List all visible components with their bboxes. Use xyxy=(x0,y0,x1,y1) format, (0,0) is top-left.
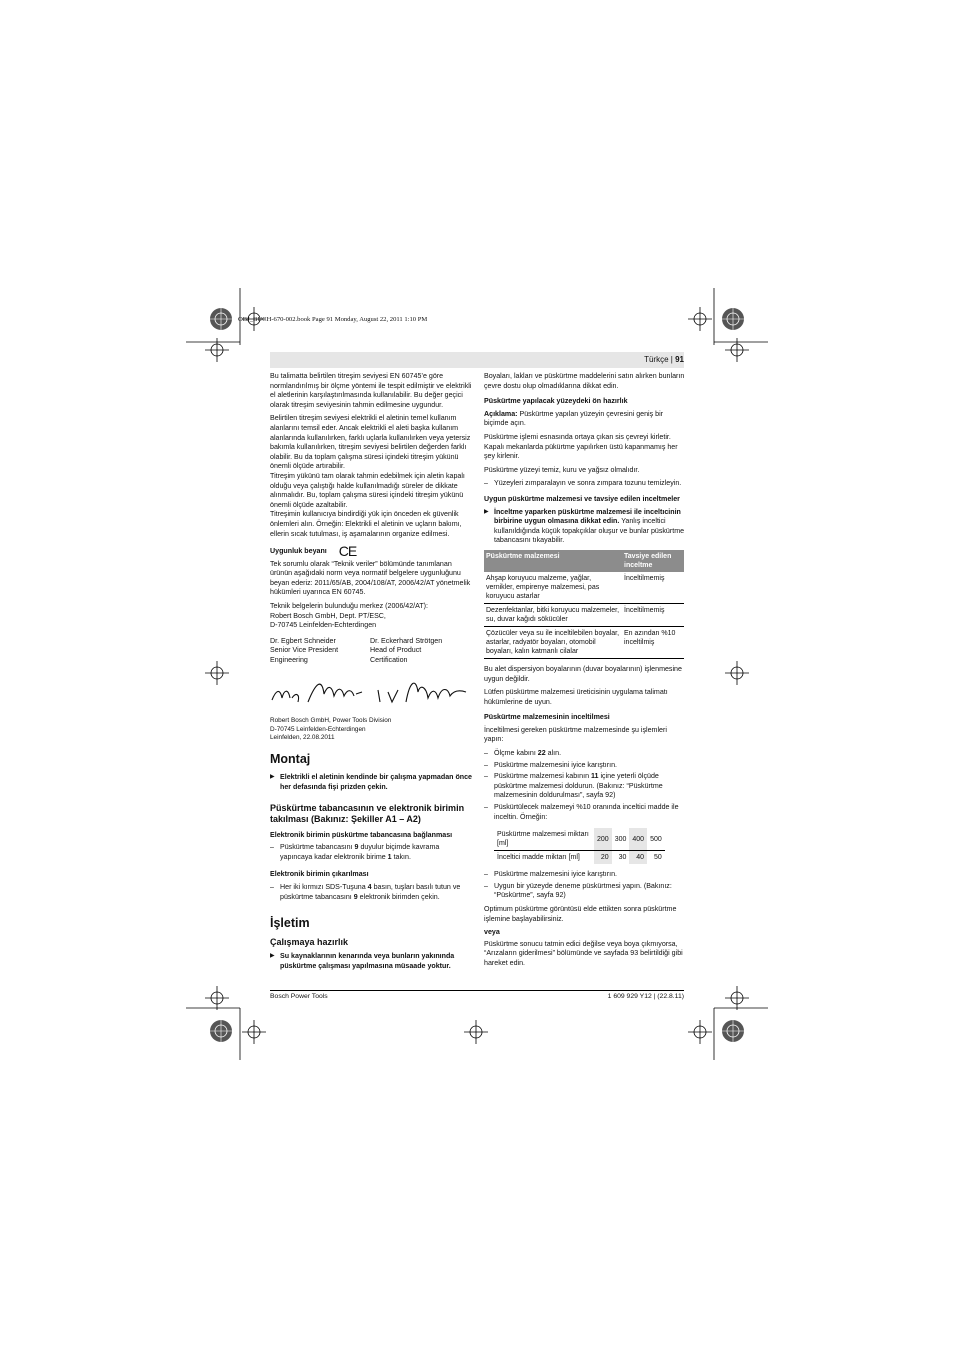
list-item: – Püskürtülecek malzemeyi %10 oranında inceltici madde ile inceltin. Örneğin: xyxy=(484,803,686,822)
subsection-heading: veya xyxy=(484,928,500,937)
list-item: – Püskürtme malzemesi kabının 11 içine yeterli ölçüde püskürtme malzemesi doldurun. (Bakınız: “Püskürtme malzemesinin doldurulması”, sayfa 92) xyxy=(484,772,686,801)
page-header: Türkçe | 91 xyxy=(644,355,684,364)
page-header-bar xyxy=(270,352,684,368)
paragraph: Lütfen püskürtme malzemesi üreticisinin uygulama talimatı hükümlerine de uyun. xyxy=(484,688,668,706)
footer-left: Bosch Power Tools xyxy=(270,993,328,1000)
paragraph: Titreşimin kullanıcıya bindirdiği yük için önceden ek güvenlik önlemleri alın. Örneğin: Elektrikli el aletinin ve uçların bakımı, ellerin sıcak tutulması, iş aşamalarının organize edilmesi. xyxy=(270,510,462,538)
section-title-isletim: İşletim xyxy=(270,916,310,931)
company-address: Robert Bosch GmbH, Power Tools Division D-70745 Leinfelden-Echterdingen Leinfelden, 22.08.2011 xyxy=(270,717,392,742)
paragraph: Püskürtme sonucu tatmin edici değilse veya boya çıkmıyorsa, “Arızaların giderilmesi” bölümünde ve sayfada 93 belirtildiği gibi hareket edin. xyxy=(484,939,683,967)
signatory-1: Dr. Egbert Schneider Senior Vice President Engineering xyxy=(270,636,339,665)
paragraph: Açıklama: Püskürtme yapılan yüzeyin çevresini geniş bir biçimde açın. xyxy=(484,409,664,428)
signatures-image xyxy=(270,672,470,712)
print-header: OBJ_BUCH-670-002.book Page 91 Monday, August 22, 2011 1:10 PM xyxy=(238,316,428,323)
warning-item: ▶ Elektrikli el aletinin kendinde bir çalışma yapmadan önce her defasında fişi prizden çekin. xyxy=(270,773,472,792)
list-item: – Yüzeyleri zımparalayın ve sonra zımpara tozunu temizleyin. xyxy=(484,479,686,489)
list-item: – Her iki kırmızı SDS-Tuşuna 4 basın, tuşları basılı tutun ve püskürtme tabancasını 9 elektronik birimden çekin. xyxy=(270,883,472,902)
signatories xyxy=(270,637,472,666)
table-row: Ahşap koruyucu malzeme, yağlar, vernikler, empirenye malzemesi, pas koruyucu astarlar İnceltilmemiş xyxy=(484,572,684,604)
subsection-heading: Elektronik birimin püskürtme tabancasına bağlanması xyxy=(270,830,453,839)
subsection-heading: Uygun püskürtme malzemesi ve tavsiye edilen inceltmeler xyxy=(484,494,680,503)
subsection-heading: Elektronik birimin çıkarılması xyxy=(270,870,369,879)
warning-item: ▶ Su kaynaklarının kenarında veya bunların yakınında püskürtme çalışması yapılmasına müsaade yoktur. xyxy=(270,952,472,971)
paragraph: Püskürtme işlemi esnasında ortaya çıkan sis çevreyi kirletir. Kapalı mekanlarda pükürtme yapılırken üstü kapanmamış her şey kirlenir. xyxy=(484,432,678,461)
material-table xyxy=(484,550,684,659)
list-item: – Ölçme kabını 22 alın. xyxy=(484,749,686,759)
paragraph: Optimum püskürtme görüntüsü elde ettikten sonra püskürtme işlemine başlayabilirsiniz. xyxy=(484,905,677,923)
paragraph: Bu talimatta belirtilen titreşim seviyesi EN 60745’e göre normlandırılmış bir ölçme yöntemi ile tespit edilmiştir ve elektrikli el aletlerinin karşılaştırılmasında kullanılabilir. Bu değer geçici olarak titreşim seviyesinin tahmin edilmesine uygundur. xyxy=(270,372,472,409)
subsection-heading: Püskürtme malzemesinin inceltilmesi xyxy=(484,713,610,722)
subsection-heading: Püskürtme yapılacak yüzeydeki ön hazırlık xyxy=(484,397,628,406)
page-number: 91 xyxy=(675,355,684,364)
section-title-montaj: Montaj xyxy=(270,752,311,767)
tech-doc-address: Teknik belgelerin bulunduğu merkez (2006/42/AT): Robert Bosch GmbH, Dept. PT/ESC, D-70745 Leinfelden-Echterdingen xyxy=(270,602,428,630)
table-header-row: Püskürtme malzemesi Tavsiye edilen inceltme xyxy=(484,550,684,572)
signatory-2: Dr. Eckerhard Strötgen Head of Product Certification xyxy=(370,636,443,665)
list-item: – Püskürtme malzemesini iyice karıştırın. xyxy=(484,870,686,880)
table-row: Dezenfektanlar, bitki koruyucu malzemeler, su, duvar kağıdı sökücüler İnceltilmemiş xyxy=(484,603,684,626)
subsection-heading: Çalışmaya hazırlık xyxy=(270,937,349,948)
table-row: Çözücüler veya su ile inceltilebilen boyalar, astarlar, radyatör boyaları, otomobil boyaları, kalın katmanlı cilalar En azından %10 inceltilmiş xyxy=(484,626,684,658)
list-item: – Püskürtme tabancasını 9 duyulur biçimde kavrama yapıncaya kadar elektronik birime 1 takın. xyxy=(270,843,472,862)
left-column xyxy=(270,372,472,975)
language-label: Türkçe xyxy=(644,355,669,364)
ce-mark-icon: CE xyxy=(338,543,357,560)
paragraph: Tek sorumlu olarak “Teknik veriler” bölümünde tanımlanan ürünün aşağıdaki norm veya normatif belgelere uygunluğunu beyan ederiz: 2011/65/AB, 2004/108/AT, 2006/42/AT yönetmelik hükümleri uyarınca EN 60745. xyxy=(270,559,471,597)
paragraph: Titreşim yükünü tam olarak tahmin edebilmek için aletin kapalı olduğu veya çalıştığı halde kullanılmadığı süreler de dikkate alınmalıdır. Bu, toplam çalışma süresi içindeki titreşim yükünü önemli ölçüde azaltabilir. xyxy=(270,471,465,509)
warning-item: ▶ İnceltme yaparken püskürtme malzemesi ile inceltıcinin birbirine uygun olmasına dikkat edin. Yanlış inceltici kullanıldığında küçük topakçıklar oluşur ve bunlar püskürtme tabancasını tıkayabilir. xyxy=(484,508,686,546)
table-row: İnceltici madde miktarı [ml] 20 30 40 50 xyxy=(494,851,665,865)
paragraph: Bu alet dispersiyon boyalarının (duvar boyalarının) işlenmesine uygun değildir. xyxy=(484,664,682,683)
thinning-table xyxy=(494,828,665,864)
paragraph: Boyaları, lakları ve püskürtme maddelerini satın alırken bunların çevre dostu olup olmadıklarına dikkat edin. xyxy=(484,372,685,390)
table-row: Püskürtme malzemesi miktarı [ml] 200 300 400 500 xyxy=(494,828,665,851)
section-heading: Uygunluk beyanı CE xyxy=(270,543,357,560)
footer-divider xyxy=(270,990,684,991)
list-item: – Püskürtme malzemesini iyice karıştırın. xyxy=(484,761,686,771)
list-item: – Uygun bir yüzeyde deneme püskürtmesi yapın. (Bakınız: “Püskürtme”, sayfa 92) xyxy=(484,882,686,901)
paragraph: Püskürtme yüzeyi temiz, kuru ve yağsız olmalıdır. xyxy=(484,465,640,474)
paragraph: İnceltilmesi gereken püskürtme malzemesinde şu işlemleri yapın: xyxy=(484,725,667,744)
right-column xyxy=(484,372,686,973)
footer-right: 1 609 929 Y12 | (22.8.11) xyxy=(607,993,684,1000)
paragraph: Belirtilen titreşim seviyesi elektrikli el aletinin temel kullanım alanlarını temsil eder. Ancak elektrikli el aleti başka kullanım alanlarında kullanılırken, farklı uçlarla kullanılırken veya yetersiz bakımla kullanılırken, titreşim seviyesi belirtilen değerden farklı olabilir. Bu da toplam çalışma süresi içindeki titreşim yükünü önemli ölçüde artırabilir. xyxy=(270,414,471,471)
subsection-heading: Püskürtme tabancasının ve elektronik birimin takılması (Bakınız: Şekiller A1 – A2) xyxy=(270,802,465,824)
